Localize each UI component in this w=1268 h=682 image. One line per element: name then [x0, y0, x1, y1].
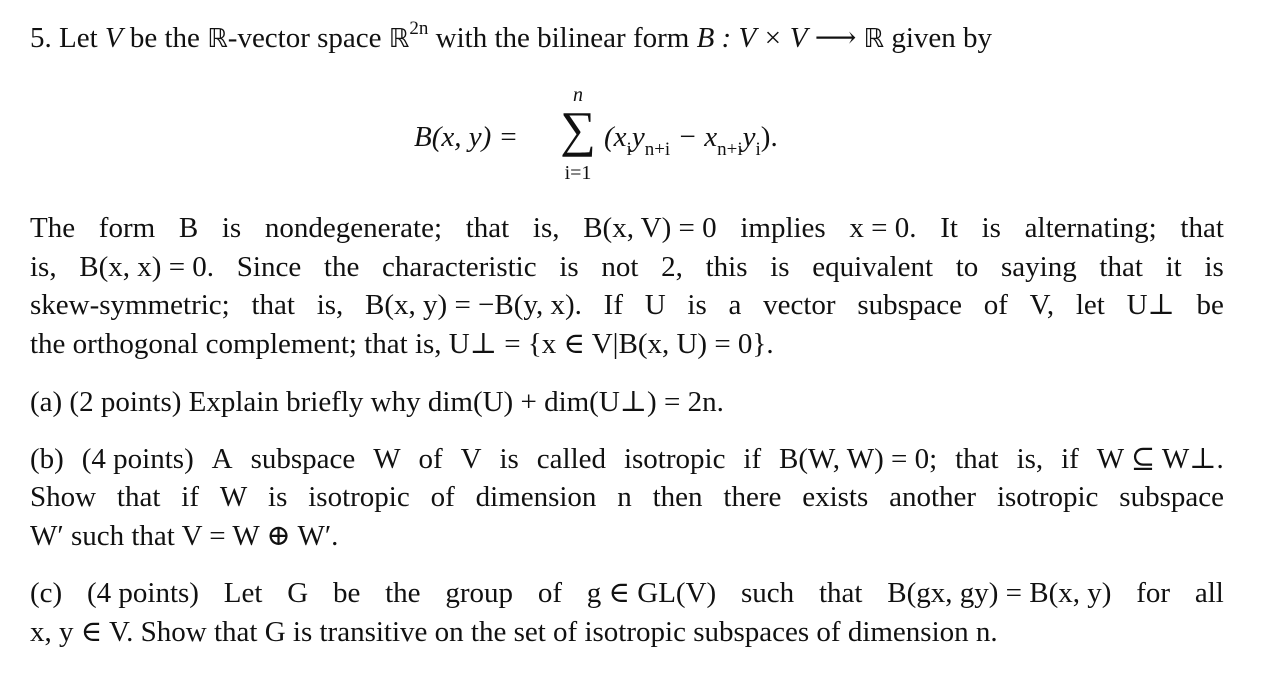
word: subspace: [250, 443, 356, 475]
formula-lhs-text: B(x, y) =: [414, 121, 519, 153]
intro-text-3: -vector space: [227, 22, 389, 54]
paragraph-line-4: the orthogonal complement; that is, U⊥ = {x ∈ V|B(x, U) = 0}.: [30, 328, 774, 360]
sum-lower-limit: i=1: [564, 162, 592, 184]
word: is: [499, 443, 519, 475]
word: not: [601, 251, 639, 283]
word: to: [955, 251, 979, 283]
paragraph-line-3: [30, 291, 1224, 320]
word: if: [181, 481, 199, 513]
word: U: [644, 289, 666, 321]
word: is,: [1016, 443, 1044, 475]
word: there: [723, 481, 782, 513]
word: subspace: [857, 289, 962, 321]
rhs-close: ).: [760, 121, 778, 153]
part-b-line-3: W′ such that V = W ⊕ W′.: [30, 520, 339, 552]
word: B(W, W) = 0;: [779, 443, 938, 475]
word: W: [373, 443, 401, 475]
word: if: [1061, 443, 1079, 475]
word: this: [705, 251, 748, 283]
part-c-line-2: x, y ∈ V. Show that G is transitive on the set of isotropic subspaces of dimension n.: [30, 616, 998, 648]
word: that: [465, 212, 510, 244]
intro-V: V: [104, 22, 123, 54]
word: that: [1099, 251, 1143, 283]
word: another: [889, 481, 977, 513]
word: then: [652, 481, 703, 513]
word: implies: [740, 212, 826, 244]
word: isotropic: [308, 481, 410, 513]
word: G: [287, 577, 309, 609]
word: is: [559, 251, 579, 283]
word: of: [430, 481, 455, 513]
word: is,: [316, 289, 344, 321]
word: (4 points): [81, 443, 194, 475]
word: group: [445, 577, 514, 609]
formula-lhs: [414, 121, 518, 154]
word: isotropic: [996, 481, 1099, 513]
word: exists: [802, 481, 869, 513]
intro-text-4: with the bilinear form: [428, 22, 697, 54]
word: is,: [532, 212, 560, 244]
word: Since: [236, 251, 302, 283]
word: is,: [30, 251, 57, 283]
word: vector: [763, 289, 836, 321]
word: g ∈ GL(V): [586, 577, 717, 609]
word: W ⊆ W⊥.: [1096, 443, 1224, 475]
word: is: [770, 251, 790, 283]
word: is: [268, 481, 288, 513]
word: that: [116, 481, 161, 513]
rhs-part-minus: − x: [670, 121, 718, 153]
word: that: [955, 443, 999, 475]
word: the: [385, 577, 421, 609]
word: of: [418, 443, 443, 475]
rhs-part-y2: y: [742, 121, 756, 153]
word: U⊥: [1126, 289, 1175, 321]
word: nondegenerate;: [264, 212, 443, 244]
part-a: (a) (2 points) Explain briefly why dim(U) + dim(U⊥) = 2n.: [30, 386, 724, 418]
problem-intro: [30, 18, 993, 54]
word: It: [940, 212, 958, 244]
word: the: [323, 251, 360, 283]
word: is: [1204, 251, 1224, 283]
word: Let: [223, 577, 263, 609]
word: that: [251, 289, 295, 321]
arrow-symbol: ⟶: [807, 22, 864, 54]
word: is: [221, 212, 242, 244]
word: all: [1194, 577, 1224, 609]
reals-symbol-3: ℝ: [863, 24, 885, 54]
word: be: [1196, 289, 1224, 321]
word: skew-symmetric;: [30, 289, 230, 321]
reals-symbol: ℝ: [207, 24, 228, 54]
word: of: [983, 289, 1008, 321]
bilinear-form-formula: [0, 80, 1268, 190]
word: If: [603, 289, 623, 321]
word: B(x, V) = 0: [583, 212, 717, 244]
sigma-symbol: ∑: [560, 101, 596, 157]
word: it: [1165, 251, 1182, 283]
word: B(x, x) = 0.: [79, 251, 215, 283]
word: a: [728, 289, 742, 321]
intro-map: B : V × V: [696, 22, 808, 54]
word: dimension: [475, 481, 597, 513]
word: such: [740, 577, 795, 609]
word: subspace: [1119, 481, 1224, 513]
word: form: [98, 212, 156, 244]
exponent-2n: 2n: [409, 18, 429, 40]
rhs-sub-i: i: [626, 138, 632, 160]
sum-upper-limit: n: [573, 84, 583, 106]
word: that: [818, 577, 863, 609]
word: (4 points): [86, 577, 199, 609]
intro-text-2: be the: [122, 22, 208, 54]
word: V: [460, 443, 482, 475]
rhs-part-y: y: [631, 121, 645, 153]
word: (b): [30, 443, 64, 475]
rhs-part-1: (x: [604, 121, 627, 153]
word: x = 0.: [849, 212, 917, 244]
rhs-sub-i-2: i: [755, 138, 761, 160]
word: V,: [1029, 289, 1055, 321]
reals-symbol-2: ℝ: [388, 24, 410, 54]
rhs-sub-ni-2: n+i: [717, 138, 743, 160]
word: is: [981, 212, 1001, 244]
word: 2,: [661, 251, 683, 283]
intro-text-5: given by: [884, 22, 993, 54]
word: if: [743, 443, 762, 475]
intro-text-1: 5. Let: [30, 22, 105, 54]
part-c-line-1: [30, 579, 1224, 608]
word: equivalent: [812, 251, 934, 283]
rhs-sub-ni: n+i: [644, 138, 671, 160]
word: let: [1075, 289, 1105, 321]
paragraph-line-2: [30, 253, 1224, 282]
word: alternating;: [1024, 212, 1157, 244]
part-b-line-2: [30, 483, 1224, 512]
word: B: [178, 212, 199, 244]
word: W: [219, 481, 248, 513]
paragraph-line-1: [30, 214, 1224, 243]
word: for: [1136, 577, 1171, 609]
word: is: [687, 289, 707, 321]
word: that: [1180, 212, 1224, 244]
word: A: [211, 443, 233, 475]
word: B(gx, gy) = B(x, y): [887, 577, 1112, 609]
word: Show: [30, 481, 97, 513]
word: The: [30, 212, 76, 244]
word: (c): [30, 577, 63, 609]
word: n: [617, 481, 632, 513]
word: of: [537, 577, 562, 609]
formula-rhs: [604, 121, 778, 160]
word: isotropic: [623, 443, 726, 475]
word: saying: [1001, 251, 1077, 283]
word: be: [332, 577, 361, 609]
word: B(x, y) = −B(y, x).: [365, 289, 582, 321]
word: characteristic: [382, 251, 537, 283]
part-b-line-1: [30, 445, 1224, 474]
word: called: [536, 443, 607, 475]
